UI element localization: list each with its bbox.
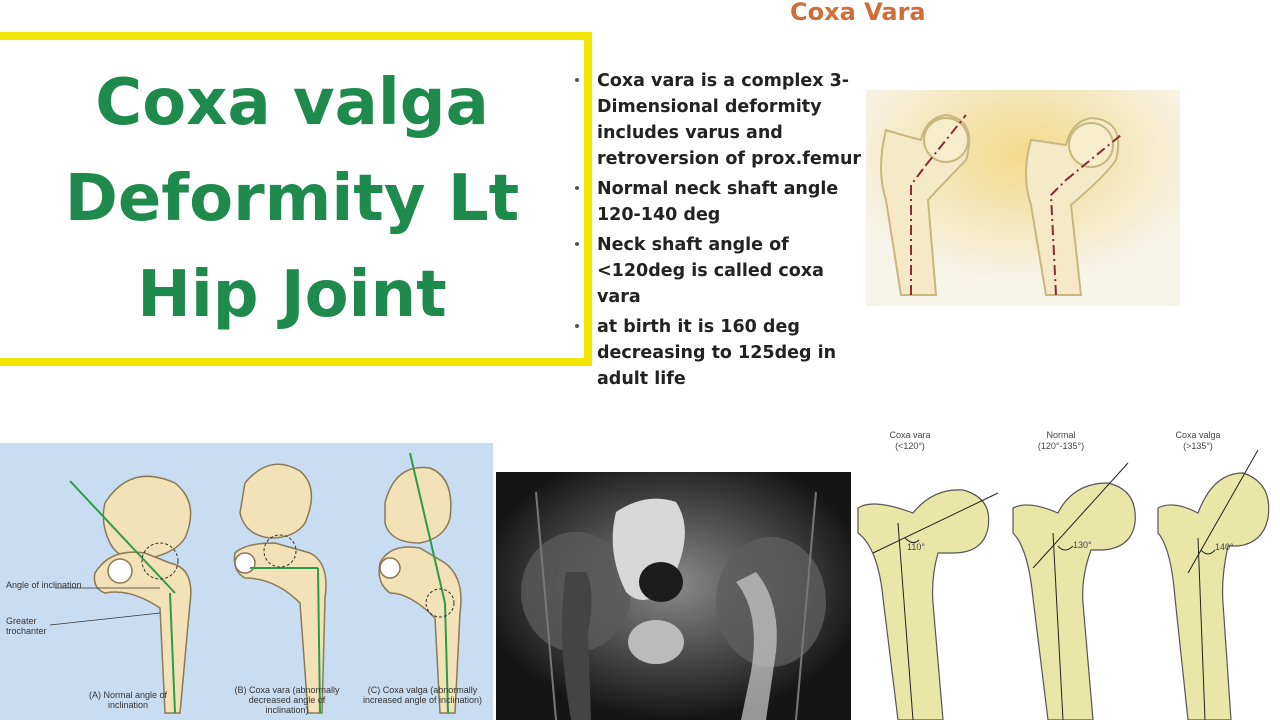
- page-title: Coxa valga Deformity Lt Hip Joint: [64, 66, 520, 332]
- bullet-item: Normal neck shaft angle 120-140 deg: [575, 176, 865, 228]
- caption-b: (B) Coxa vara (abnormally decreased angle of inclination): [234, 685, 340, 715]
- header-name: Coxa vara: [889, 430, 931, 440]
- angle-label-130: 130°: [1073, 540, 1092, 550]
- mri-scan: [496, 472, 851, 720]
- coxa-vara-bullet-list: [575, 68, 865, 396]
- angle-label-140: 140°: [1215, 542, 1234, 552]
- angle-label-110: 110°: [907, 542, 925, 552]
- inclination-illustration: [0, 443, 493, 720]
- header-range: (120°-135°): [1037, 441, 1085, 451]
- femur-photo: [866, 90, 1180, 306]
- neck-shaft-angle-drawing: [853, 428, 1280, 720]
- bullet-item: Coxa vara is a complex 3-Dimensional deformity includes varus and retroversion of prox.femur: [575, 68, 865, 172]
- mri-scan-drawing: [496, 472, 851, 720]
- femur-photo-drawing: [866, 90, 1180, 306]
- header-range: (>135°): [1183, 441, 1213, 451]
- coxa-vara-heading: Coxa Vara: [790, 0, 926, 26]
- caption-c: (C) Coxa valga (abnormally increased angle of inclination): [362, 685, 483, 705]
- header-range: (<120°): [895, 441, 925, 451]
- bullet-item: Neck shaft angle of <120deg is called coxa vara: [575, 232, 865, 310]
- header-normal: [1021, 430, 1101, 452]
- header-name: Normal: [1046, 430, 1076, 440]
- bullet-item: at birth it is 160 deg decreasing to 125deg in adult life: [575, 314, 865, 392]
- neck-shaft-angle-diagram: [853, 428, 1280, 720]
- header-coxa-vara: [875, 430, 945, 452]
- header-coxa-valga: [1163, 430, 1233, 452]
- header-name: Coxa valga: [1175, 430, 1221, 440]
- caption-a: (A) Normal angle of inclination: [88, 690, 168, 710]
- label-greater-trochanter: Greater trochanter: [6, 616, 47, 636]
- title-box: [0, 32, 592, 366]
- label-angle-of-inclination: Angle of inclination: [6, 580, 82, 590]
